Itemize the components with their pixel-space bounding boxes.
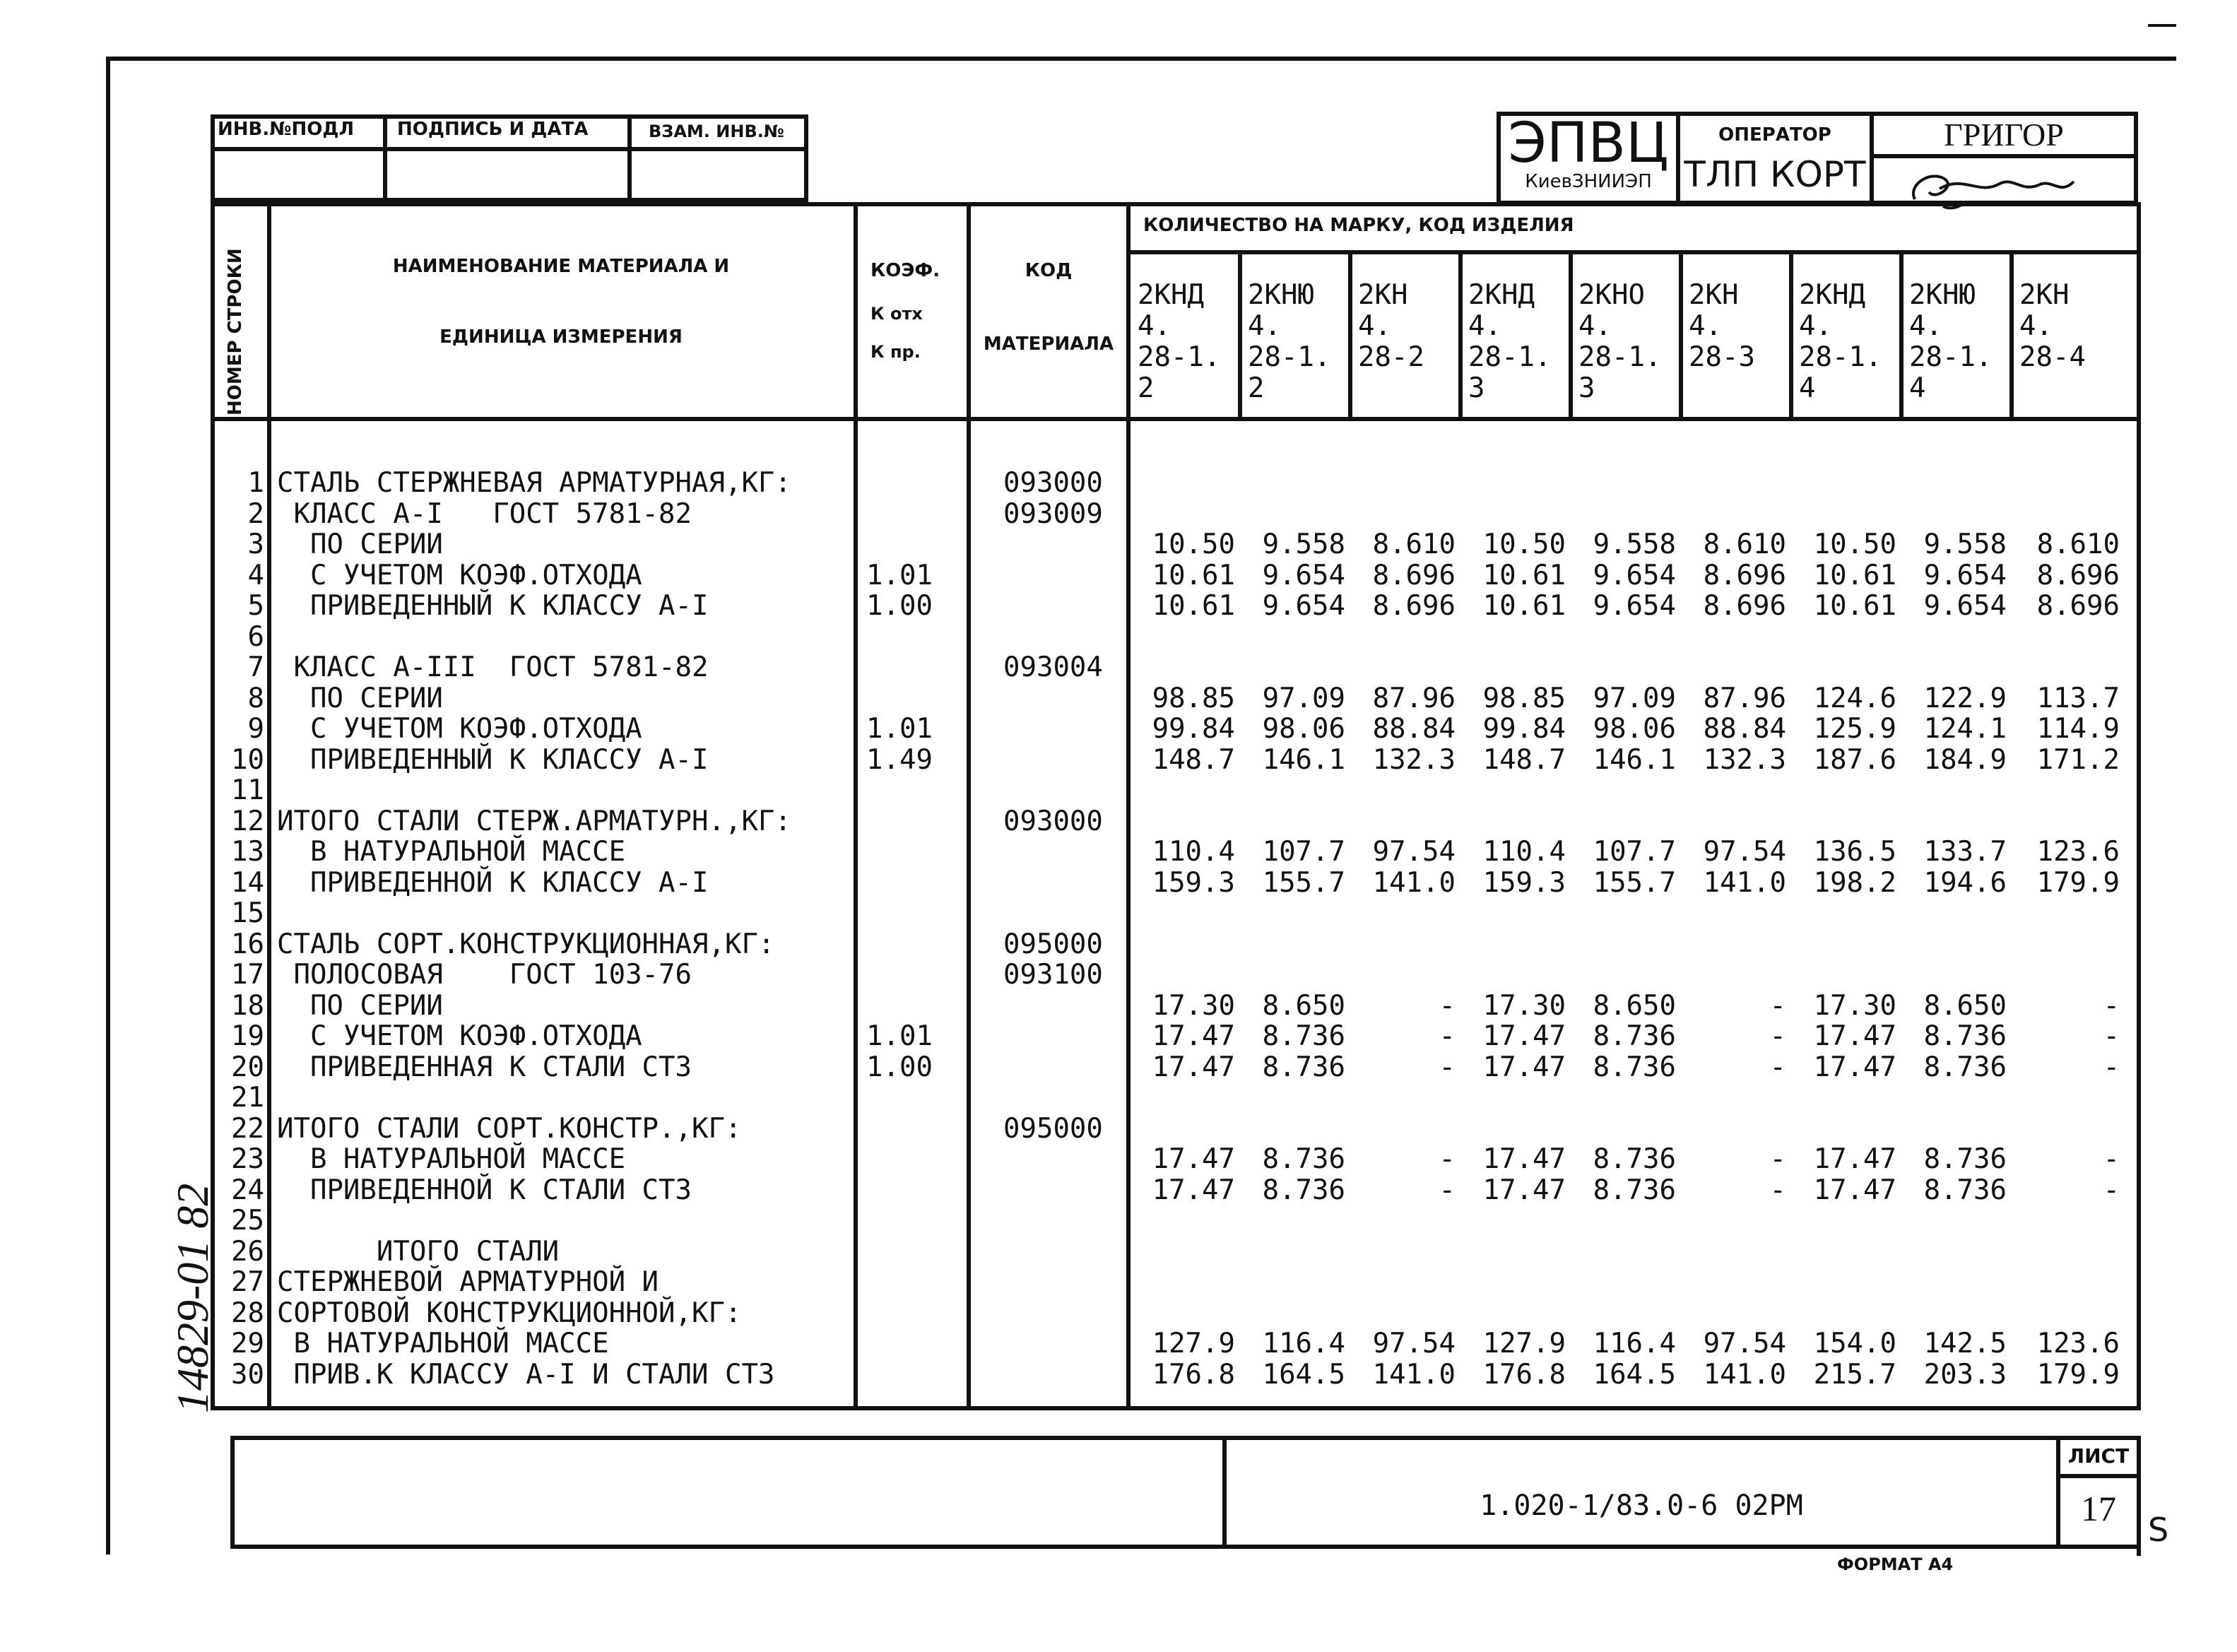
row-value-mark-7: 125.9 <box>1813 713 1896 745</box>
row-value-mark-8: 184.9 <box>1923 744 2007 776</box>
header-coef-2: К отх <box>870 304 923 324</box>
row-value-mark-4: 17.47 <box>1482 1051 1566 1083</box>
row-value-mark-2: 155.7 <box>1262 867 1345 899</box>
row-value-mark-9: 123.6 <box>2036 1328 2120 1359</box>
row-value-mark-6: 88.84 <box>1703 713 1786 745</box>
row-value-mark-5: 8.736 <box>1593 1020 1676 1052</box>
table-row <box>0 1267 2190 1298</box>
mark-header-4: 2КНД 4. 28-1. 3 <box>1468 279 1552 404</box>
row-value-mark-5: 8.736 <box>1593 1174 1676 1206</box>
row-value-mark-3: 88.84 <box>1372 713 1456 745</box>
stamp-vzam-inv: ВЗАМ. ИНВ.№ <box>649 122 784 141</box>
row-value-mark-2: 9.654 <box>1262 590 1345 622</box>
row-number: 24 <box>231 1174 264 1206</box>
table-row <box>0 745 2190 776</box>
row-value-mark-1: 17.47 <box>1152 1174 1235 1206</box>
row-number: 27 <box>231 1266 264 1298</box>
row-value-mark-3: - <box>1439 1051 1456 1083</box>
row-value-mark-8: 8.736 <box>1923 1143 2007 1175</box>
row-number: 8 <box>247 683 264 714</box>
row-value-mark-6: 132.3 <box>1703 744 1786 776</box>
row-coef: 1.01 <box>866 1020 933 1052</box>
row-value-mark-9: 171.2 <box>2036 744 2120 776</box>
row-value-mark-5: 107.7 <box>1593 836 1676 868</box>
table-row <box>0 1298 2190 1329</box>
row-value-mark-5: 8.736 <box>1593 1051 1676 1083</box>
row-number: 7 <box>247 651 264 683</box>
row-value-mark-6: - <box>1769 990 1786 1022</box>
row-value-mark-3: 132.3 <box>1372 744 1456 776</box>
mark-header-9: 2КН 4. 28-4 <box>2019 279 2086 373</box>
row-material-name: ПРИВЕДЕННЫЙ К КЛАССУ А-I <box>277 590 709 622</box>
row-value-mark-2: 8.736 <box>1262 1143 1345 1175</box>
row-code: 095000 <box>1003 1113 1103 1145</box>
row-coef: 1.49 <box>866 744 933 776</box>
row-value-mark-1: 99.84 <box>1152 713 1235 745</box>
row-value-mark-3: 8.696 <box>1372 590 1456 622</box>
margin-note: 14829-01 82 <box>167 1183 218 1413</box>
row-value-mark-8: 124.1 <box>1923 713 2007 745</box>
table-row <box>0 1359 2190 1391</box>
row-number: 10 <box>231 744 264 776</box>
row-value-mark-9: - <box>2103 1174 2120 1206</box>
table-row <box>0 1082 2190 1114</box>
row-value-mark-1: 98.85 <box>1152 683 1235 714</box>
row-value-mark-4: 110.4 <box>1482 836 1566 868</box>
table-row <box>0 499 2190 530</box>
row-coef: 1.01 <box>866 713 933 745</box>
row-value-mark-8: 9.558 <box>1923 529 2007 560</box>
row-material-name: ИТОГО СТАЛИ СТЕРЖ.АРМАТУРН.,КГ: <box>277 806 791 837</box>
row-value-mark-2: 98.06 <box>1262 713 1345 745</box>
row-value-mark-6: 97.54 <box>1703 836 1786 868</box>
row-value-mark-4: 176.8 <box>1482 1359 1566 1391</box>
row-material-name: ПОЛОСОВАЯ ГОСТ 103-76 <box>277 959 692 991</box>
row-value-mark-8: 142.5 <box>1923 1328 2007 1359</box>
row-value-mark-7: 10.50 <box>1813 529 1896 560</box>
row-value-mark-3: - <box>1439 1020 1456 1052</box>
row-value-mark-4: 10.50 <box>1482 529 1566 560</box>
row-number: 29 <box>231 1328 264 1359</box>
table-row <box>0 929 2190 960</box>
row-material-name: ПРИВЕДЕННАЯ К СТАЛИ СТ3 <box>277 1051 692 1083</box>
row-value-mark-4: 17.30 <box>1482 990 1566 1022</box>
header-material-1: НАИМЕНОВАНИЕ МАТЕРИАЛА И <box>392 256 730 277</box>
row-code: 093000 <box>1003 467 1103 499</box>
row-value-mark-8: 9.654 <box>1923 560 2007 591</box>
row-value-mark-7: 198.2 <box>1813 867 1896 899</box>
row-value-mark-7: 17.47 <box>1813 1174 1896 1206</box>
row-value-mark-5: 8.736 <box>1593 1143 1676 1175</box>
row-value-mark-9: 179.9 <box>2036 1359 2120 1391</box>
header-quantity: КОЛИЧЕСТВО НА МАРКУ, КОД ИЗДЕЛИЯ <box>1143 215 1574 236</box>
row-material-name: С УЧЕТОМ КОЭФ.ОТХОДА <box>277 560 642 591</box>
table-row <box>0 1144 2190 1175</box>
row-value-mark-8: 8.736 <box>1923 1051 2007 1083</box>
mark-header-3: 2КН 4. 28-2 <box>1358 279 1424 373</box>
row-value-mark-2: 8.736 <box>1262 1020 1345 1052</box>
row-number: 26 <box>231 1236 264 1268</box>
row-value-mark-5: 9.654 <box>1593 560 1676 591</box>
row-material-name: ПРИВЕДЕННОЙ К КЛАССУ А-I <box>277 867 709 899</box>
row-value-mark-4: 10.61 <box>1482 560 1566 591</box>
row-number: 3 <box>247 529 264 560</box>
row-value-mark-1: 159.3 <box>1152 867 1235 899</box>
row-coef: 1.00 <box>866 1051 933 1083</box>
row-value-mark-9: 8.696 <box>2036 590 2120 622</box>
row-number: 5 <box>247 590 264 622</box>
stamp-inv-podl: ИНВ.№ПОДЛ <box>218 119 355 140</box>
row-material-name: КЛАСС А-III ГОСТ 5781-82 <box>277 651 709 683</box>
row-material-name: СТАЛЬ СТЕРЖНЕВАЯ АРМАТУРНАЯ,КГ: <box>277 467 791 499</box>
table-row <box>0 898 2190 929</box>
table-row <box>0 775 2190 806</box>
row-value-mark-2: 146.1 <box>1262 744 1345 776</box>
table-row <box>0 868 2190 899</box>
table-row <box>0 591 2190 622</box>
person-name: ГРИГОР <box>1944 117 2064 153</box>
row-value-mark-2: 164.5 <box>1262 1359 1345 1391</box>
row-value-mark-6: - <box>1769 1020 1786 1052</box>
row-value-mark-8: 133.7 <box>1923 836 2007 868</box>
row-number: 11 <box>231 774 264 806</box>
row-material-name: ПРИВЕДЕННОЙ К СТАЛИ СТ3 <box>277 1174 692 1206</box>
row-value-mark-4: 159.3 <box>1482 867 1566 899</box>
row-value-mark-7: 17.47 <box>1813 1020 1896 1052</box>
row-value-mark-5: 164.5 <box>1593 1359 1676 1391</box>
row-number: 18 <box>231 990 264 1022</box>
row-material-name: С УЧЕТОМ КОЭФ.ОТХОДА <box>277 713 642 745</box>
row-value-mark-1: 10.61 <box>1152 560 1235 591</box>
row-value-mark-4: 148.7 <box>1482 744 1566 776</box>
mark-header-7: 2КНД 4. 28-1. 4 <box>1799 279 1882 404</box>
row-material-name: С УЧЕТОМ КОЭФ.ОТХОДА <box>277 1020 642 1052</box>
row-value-mark-3: - <box>1439 1174 1456 1206</box>
row-value-mark-4: 17.47 <box>1482 1174 1566 1206</box>
row-number: 17 <box>231 959 264 991</box>
row-number: 15 <box>231 897 264 929</box>
row-value-mark-5: 9.558 <box>1593 529 1676 560</box>
row-material-name: ИТОГО СТАЛИ СОРТ.КОНСТР.,КГ: <box>277 1113 742 1145</box>
row-value-mark-1: 17.30 <box>1152 990 1235 1022</box>
row-value-mark-8: 8.736 <box>1923 1020 2007 1052</box>
row-value-mark-7: 10.61 <box>1813 590 1896 622</box>
table-row <box>0 622 2190 653</box>
row-number: 22 <box>231 1113 264 1145</box>
table-row <box>0 1021 2190 1052</box>
row-value-mark-3: - <box>1439 1143 1456 1175</box>
table-row <box>0 806 2190 837</box>
row-value-mark-7: 136.5 <box>1813 836 1896 868</box>
row-value-mark-7: 17.47 <box>1813 1143 1896 1175</box>
row-value-mark-3: - <box>1439 990 1456 1022</box>
table-row <box>0 529 2190 560</box>
row-material-name: СТАЛЬ СОРТ.КОНСТРУКЦИОННАЯ,КГ: <box>277 928 775 960</box>
frame-corner-mark <box>2148 24 2176 27</box>
row-code: 093009 <box>1003 498 1103 530</box>
row-code: 093100 <box>1003 959 1103 991</box>
row-value-mark-9: 123.6 <box>2036 836 2120 868</box>
row-value-mark-3: 141.0 <box>1372 1359 1456 1391</box>
row-value-mark-3: 87.96 <box>1372 683 1456 714</box>
row-value-mark-8: 122.9 <box>1923 683 2007 714</box>
table-row <box>0 960 2190 991</box>
row-value-mark-8: 203.3 <box>1923 1359 2007 1391</box>
row-material-name: КЛАСС А-I ГОСТ 5781-82 <box>277 498 692 530</box>
row-value-mark-6: 8.696 <box>1703 560 1786 591</box>
row-value-mark-1: 110.4 <box>1152 836 1235 868</box>
table-row <box>0 1237 2190 1268</box>
doc-code: 1.020-1/83.0-6 02РМ <box>1480 1489 1803 1522</box>
row-code: 093000 <box>1003 806 1103 837</box>
row-value-mark-6: 8.610 <box>1703 529 1786 560</box>
table-row <box>0 837 2190 868</box>
row-value-mark-5: 8.650 <box>1593 990 1676 1022</box>
row-value-mark-5: 97.09 <box>1593 683 1676 714</box>
row-value-mark-5: 98.06 <box>1593 713 1676 745</box>
row-value-mark-4: 98.85 <box>1482 683 1566 714</box>
row-value-mark-7: 215.7 <box>1813 1359 1896 1391</box>
row-value-mark-4: 17.47 <box>1482 1020 1566 1052</box>
operator-value: ТЛП КОРТ <box>1684 154 1866 195</box>
header-code-1: КОД <box>1025 260 1073 281</box>
row-material-name: СТЕРЖНЕВОЙ АРМАТУРНОЙ И <box>277 1266 659 1298</box>
row-number: 13 <box>231 836 264 868</box>
row-value-mark-5: 146.1 <box>1593 744 1676 776</box>
row-value-mark-2: 8.736 <box>1262 1174 1345 1206</box>
row-number: 28 <box>231 1297 264 1329</box>
row-value-mark-1: 127.9 <box>1152 1328 1235 1359</box>
row-value-mark-1: 17.47 <box>1152 1143 1235 1175</box>
row-value-mark-5: 155.7 <box>1593 867 1676 899</box>
mark-header-5: 2КНО 4. 28-1. 3 <box>1578 279 1662 404</box>
org-sub: КиевЗНИИЭП <box>1525 171 1652 192</box>
row-number: 6 <box>247 621 264 653</box>
row-value-mark-7: 17.47 <box>1813 1051 1896 1083</box>
sheet-number: 17 <box>2081 1489 2116 1528</box>
row-number: 20 <box>231 1051 264 1083</box>
row-value-mark-1: 17.47 <box>1152 1020 1235 1052</box>
row-value-mark-9: - <box>2103 990 2120 1022</box>
row-value-mark-6: 141.0 <box>1703 1359 1786 1391</box>
row-value-mark-6: - <box>1769 1174 1786 1206</box>
row-value-mark-9: 8.696 <box>2036 560 2120 591</box>
row-value-mark-6: - <box>1769 1051 1786 1083</box>
org-name: ЭПВЦ <box>1508 112 1669 175</box>
table-row <box>0 560 2190 591</box>
row-number: 1 <box>247 467 264 499</box>
frame-top-line <box>106 57 2176 61</box>
sheet-label: ЛИСТ <box>2067 1444 2130 1468</box>
row-material-name: ПО СЕРИИ <box>277 990 443 1022</box>
table-row <box>0 652 2190 683</box>
format-label: ФОРМАТ А4 <box>1837 1554 1954 1574</box>
header-coef-1: КОЭФ. <box>870 260 940 281</box>
row-value-mark-8: 8.736 <box>1923 1174 2007 1206</box>
row-value-mark-3: 97.54 <box>1372 1328 1456 1359</box>
row-number: 4 <box>247 560 264 591</box>
row-value-mark-2: 97.09 <box>1262 683 1345 714</box>
row-number: 2 <box>247 498 264 530</box>
row-value-mark-7: 10.61 <box>1813 560 1896 591</box>
table-row <box>0 1114 2190 1145</box>
row-value-mark-2: 9.558 <box>1262 529 1345 560</box>
row-value-mark-7: 187.6 <box>1813 744 1896 776</box>
header-code-2: МАТЕРИАЛА <box>983 334 1114 355</box>
row-value-mark-4: 17.47 <box>1482 1143 1566 1175</box>
row-value-mark-6: 87.96 <box>1703 683 1786 714</box>
row-value-mark-3: 8.696 <box>1372 560 1456 591</box>
row-value-mark-5: 116.4 <box>1593 1328 1676 1359</box>
row-number: 23 <box>231 1143 264 1175</box>
row-value-mark-9: 179.9 <box>2036 867 2120 899</box>
row-number: 19 <box>231 1020 264 1052</box>
mark-header-6: 2КН 4. 28-3 <box>1689 279 1755 373</box>
row-number: 21 <box>231 1082 264 1114</box>
row-value-mark-9: - <box>2103 1051 2120 1083</box>
row-value-mark-3: 141.0 <box>1372 867 1456 899</box>
header-coef-3: К пр. <box>870 342 921 362</box>
row-material-name: В НАТУРАЛЬНОЙ МАССЕ <box>277 1328 609 1359</box>
row-value-mark-4: 127.9 <box>1482 1328 1566 1359</box>
row-number: 16 <box>231 928 264 960</box>
row-value-mark-8: 194.6 <box>1923 867 2007 899</box>
row-value-mark-2: 107.7 <box>1262 836 1345 868</box>
row-value-mark-6: - <box>1769 1143 1786 1175</box>
row-value-mark-9: - <box>2103 1143 2120 1175</box>
table-row <box>0 1328 2190 1359</box>
mark-header-1: 2КНД 4. 28-1. 2 <box>1138 279 1221 404</box>
table-row <box>0 1052 2190 1083</box>
row-number: 14 <box>231 867 264 899</box>
row-coef: 1.01 <box>866 560 933 591</box>
row-value-mark-4: 10.61 <box>1482 590 1566 622</box>
row-material-name: СОРТОВОЙ КОНСТРУКЦИОННОЙ,КГ: <box>277 1297 742 1329</box>
row-value-mark-3: 97.54 <box>1372 836 1456 868</box>
row-material-name: В НАТУРАЛЬНОЙ МАССЕ <box>277 1143 626 1175</box>
row-value-mark-8: 8.650 <box>1923 990 2007 1022</box>
row-value-mark-2: 8.736 <box>1262 1051 1345 1083</box>
row-value-mark-2: 8.650 <box>1262 990 1345 1022</box>
row-number: 30 <box>231 1359 264 1391</box>
row-value-mark-7: 124.6 <box>1813 683 1896 714</box>
row-value-mark-6: 141.0 <box>1703 867 1786 899</box>
table-row <box>0 683 2190 714</box>
operator-label: ОПЕРАТОР <box>1718 124 1831 146</box>
header-material-2: ЕДИНИЦА ИЗМЕРЕНИЯ <box>439 326 683 348</box>
row-value-mark-2: 9.654 <box>1262 560 1345 591</box>
row-value-mark-5: 9.654 <box>1593 590 1676 622</box>
row-material-name: В НАТУРАЛЬНОЙ МАССЕ <box>277 836 626 868</box>
row-code: 093004 <box>1003 651 1103 683</box>
row-value-mark-7: 154.0 <box>1813 1328 1896 1359</box>
mark-header-8: 2КНЮ 4. 28-1. 4 <box>1909 279 1993 404</box>
row-code: 095000 <box>1003 928 1103 960</box>
row-value-mark-9: 8.610 <box>2036 529 2120 560</box>
row-coef: 1.00 <box>866 590 933 622</box>
row-value-mark-1: 10.50 <box>1152 529 1235 560</box>
table-row <box>0 991 2190 1022</box>
table-row <box>0 468 2190 499</box>
row-value-mark-9: 113.7 <box>2036 683 2120 714</box>
row-value-mark-8: 9.654 <box>1923 590 2007 622</box>
row-material-name: ПО СЕРИИ <box>277 683 443 714</box>
edge-char: S <box>2148 1511 2169 1549</box>
row-value-mark-1: 148.7 <box>1152 744 1235 776</box>
row-value-mark-4: 99.84 <box>1482 713 1566 745</box>
row-value-mark-9: 114.9 <box>2036 713 2120 745</box>
row-value-mark-1: 176.8 <box>1152 1359 1235 1391</box>
row-value-mark-1: 10.61 <box>1152 590 1235 622</box>
row-material-name: ПРИВ.К КЛАССУ А-I И СТАЛИ СТ3 <box>277 1359 775 1391</box>
row-value-mark-7: 17.30 <box>1813 990 1896 1022</box>
row-number: 12 <box>231 806 264 837</box>
row-material-name: ИТОГО СТАЛИ <box>277 1236 560 1268</box>
row-material-name: ПО СЕРИИ <box>277 529 443 560</box>
header-row-number: НОМЕР СТРОКИ <box>225 248 246 415</box>
row-number: 25 <box>231 1205 264 1237</box>
table-row <box>0 1205 2190 1237</box>
row-value-mark-2: 116.4 <box>1262 1328 1345 1359</box>
row-material-name: ПРИВЕДЕННЫЙ К КЛАССУ А-I <box>277 744 709 776</box>
stamp-podpis-data: ПОДПИСЬ И ДАТА <box>397 119 589 140</box>
table-row <box>0 1175 2190 1206</box>
mark-header-2: 2КНЮ 4. 28-1. 2 <box>1248 279 1331 404</box>
row-value-mark-9: - <box>2103 1020 2120 1052</box>
row-number: 9 <box>247 713 264 745</box>
row-value-mark-1: 17.47 <box>1152 1051 1235 1083</box>
table-row <box>0 714 2190 745</box>
row-value-mark-3: 8.610 <box>1372 529 1456 560</box>
row-value-mark-6: 97.54 <box>1703 1328 1786 1359</box>
row-value-mark-6: 8.696 <box>1703 590 1786 622</box>
